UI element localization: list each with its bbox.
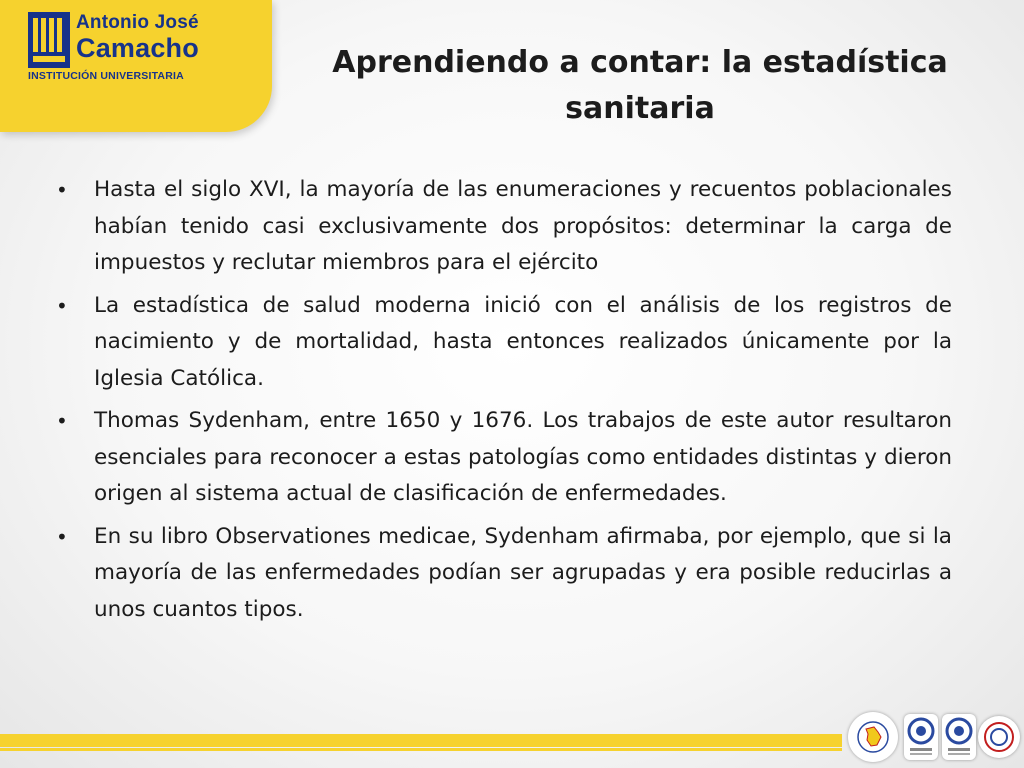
bullet-text: Thomas Sydenham, entre 1650 y 1676. Los trabajos de este autor resultaron esenciales para reconocer a estas patologías como entidades distintas y dieron origen al sistema actual de clasificación de enfermedades.: [94, 408, 952, 506]
bullet-item: [52, 519, 952, 629]
logo-name-line1: Antonio José: [76, 12, 199, 33]
bullet-item: [52, 288, 952, 398]
iqnet-certification-seal-icon: [978, 716, 1020, 758]
bullet-list: [52, 172, 952, 634]
bullet-icon: •: [56, 524, 68, 549]
ntcgp-certification-seal-icon: [904, 714, 938, 760]
colombia-map-seal-icon: [848, 712, 898, 762]
bullet-item: [52, 172, 952, 282]
logo-subtitle: INSTITUCIÓN UNIVERSITARIA: [28, 70, 184, 82]
bullet-text: Hasta el siglo XVI, la mayoría de las enumeraciones y recuentos poblacionales habían tenido casi exclusivamente dos propósitos: determinar la carga de impuestos y reclutar miembros para el ejército: [94, 177, 952, 275]
logo-panel: [0, 0, 272, 132]
bullet-icon: •: [56, 178, 68, 202]
bullet-icon: •: [56, 409, 68, 433]
footer-line: [0, 748, 842, 751]
slide-title: Aprendiendo a contar: la estadística sanitaria: [332, 45, 948, 126]
bullet-icon: •: [56, 293, 68, 318]
logo-name-line2: Camacho: [76, 33, 199, 63]
bullet-item: [52, 403, 952, 513]
institution-logo-icon: [28, 12, 70, 68]
bullet-text: La estadística de salud moderna inició con el análisis de los registros de nacimiento y de mortalidad, hasta entonces realizados únicamente por la Iglesia Católica.: [94, 292, 952, 391]
bullet-text: En su libro Observationes medicae, Sydenham afirmaba, por ejemplo, que si la mayoría de las enfermedades podían ser agrupadas y era posible reducirlas a unos cuantos tipos.: [94, 523, 952, 622]
iso-9001-certification-seal-icon: [942, 714, 976, 760]
footer-bar: [0, 734, 842, 747]
